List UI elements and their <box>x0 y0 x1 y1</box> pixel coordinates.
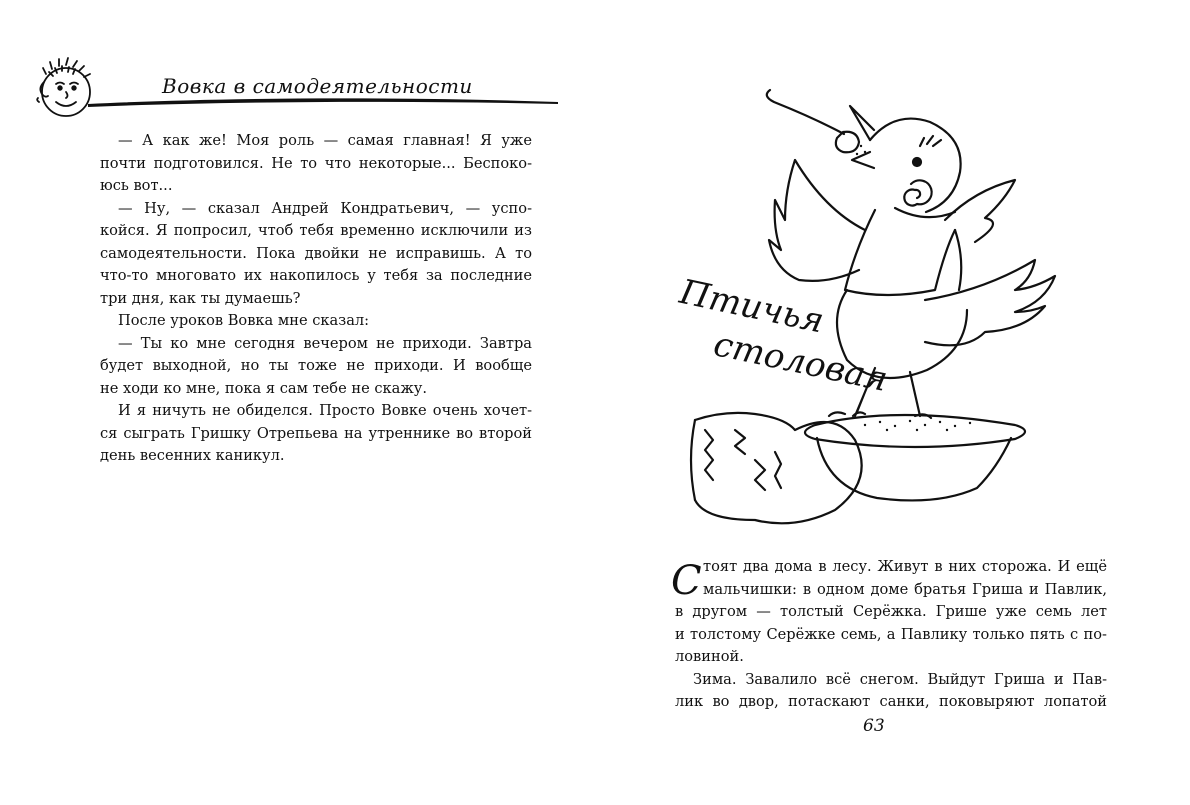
right-page <box>595 0 1190 805</box>
drop-cap-text: С <box>671 558 702 604</box>
caption-line-1: Птичья <box>676 271 828 342</box>
right-page-text-line: Зима. Завалило всё снегом. Выйдут Гриша и Пав- <box>693 670 1107 688</box>
left-page-text-line: И я ничуть не обиделся. Просто Вовке очень хочет- <box>118 402 532 419</box>
left-page-text-line: почти подготовился. Не то что некоторые... Беспоко- <box>100 154 532 172</box>
left-page-text-line: три дня, как ты думаешь? <box>100 289 301 307</box>
left-page-text-line: что-то многовато их накопилось у тебя за последние <box>100 267 532 284</box>
right-page-text-line: ловиной. <box>675 648 744 665</box>
page-number: 63 <box>863 716 885 736</box>
running-header-title: Вовка в самодеятельности <box>162 74 473 98</box>
left-page-text-line: не ходи ко мне, пока я сам тебе не скажу. <box>100 379 428 397</box>
left-page-text-line: — Ты ко мне сегодня вечером не приходи. Завтра <box>118 334 532 352</box>
right-page-text-line: мальчишки: в одном доме братья Гриша и Павлик, <box>703 580 1107 598</box>
left-page-text-line: самодеятельности. Пока двойки не исправишь. А то <box>100 244 532 262</box>
left-page-text-line: юсь вот... <box>100 177 173 194</box>
left-page-text-line: — Ну, — сказал Андрей Кондратьевич, — успо- <box>118 199 532 217</box>
left-body-text <box>100 130 532 468</box>
right-page-text-line: в другом — толстый Серёжка. Грише уже семь лет <box>675 603 1107 620</box>
left-page-text-line: день весенних каникул. <box>100 447 285 464</box>
left-page-text-line: — А как же! Моя роль — самая главная! Я уже <box>118 132 532 149</box>
right-body-text <box>675 556 1107 714</box>
caption-line-2: столовая <box>710 324 892 400</box>
right-page-text-line: тоят два дома в лесу. Живут в них сторожа. И ещё <box>703 558 1107 575</box>
left-page-text-line: ся сыграть Гришку Отрепьева на утреннике во второй <box>100 424 532 442</box>
left-page-text-line: койся. Я попросил, чтоб тебя временно исключили из <box>100 222 532 239</box>
right-page-text-line: лик во двор, потаскают санки, поковыряют лопатой <box>675 693 1107 710</box>
left-page-text-line: будет выходной, но ты тоже не приходи. И вообще <box>100 357 532 374</box>
left-page-text-line: После уроков Вовка мне сказал: <box>118 312 370 329</box>
boy-face-icon <box>22 52 104 126</box>
right-page-text-line: и толстому Серёжке семь, а Павлику только пять с по- <box>675 625 1107 643</box>
